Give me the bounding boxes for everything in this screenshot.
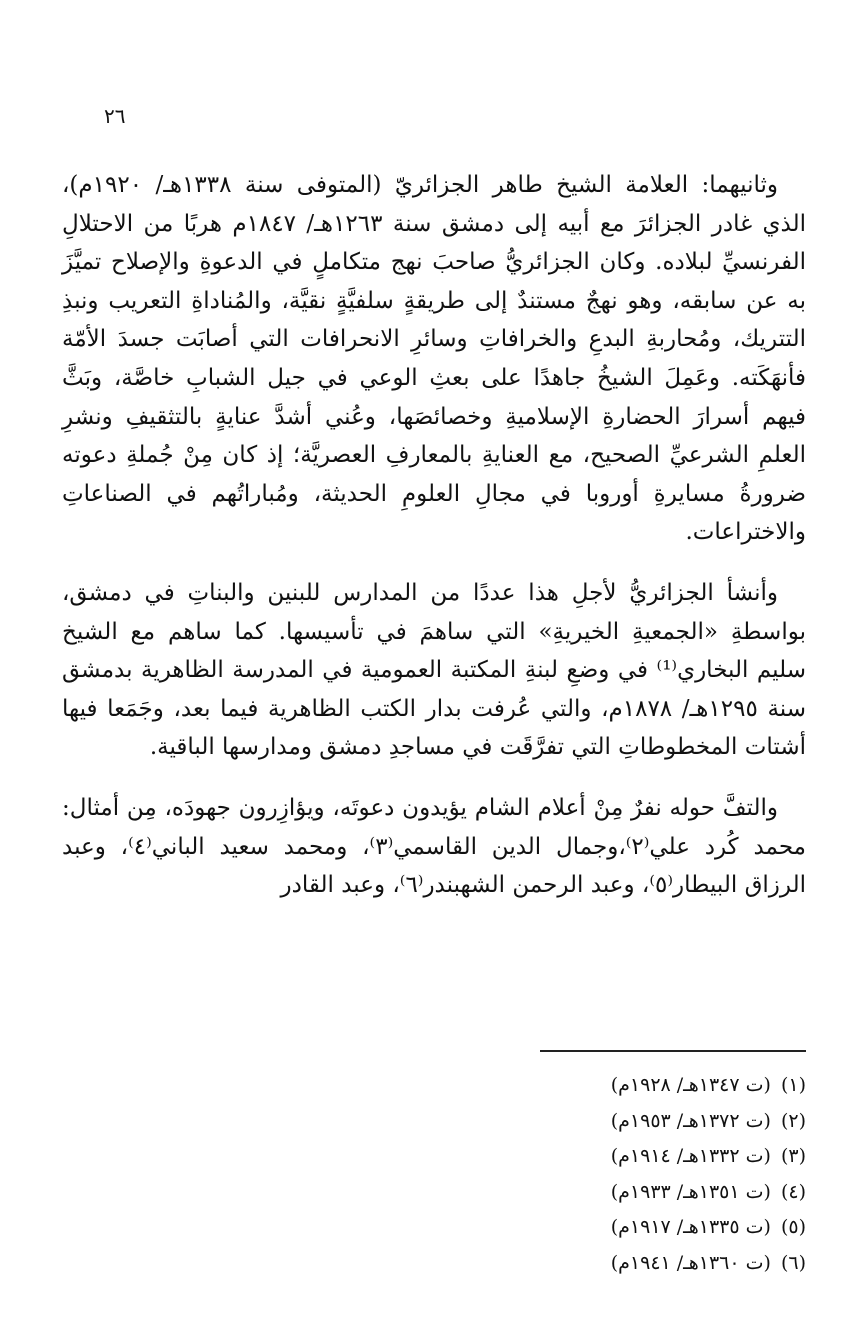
footnote-text: (ت ١٣٤٧هـ/ ١٩٢٨م) [610,1074,771,1096]
footnote-text: (ت ١٣٥١هـ/ ١٩٣٣م) [610,1180,771,1203]
footnote-divider [540,1050,806,1052]
footnote-number: (٦) [780,1251,806,1274]
footnote-number: (٥) [780,1216,806,1239]
footnote-number: (١) [780,1074,806,1096]
page-number: ٢٦ [104,104,126,128]
footnote-number: (٢) [780,1109,806,1132]
footnote-text: (ت ١٣٦٠هـ/ ١٩٤١م) [610,1251,771,1274]
footnote-text: (ت ١٣٣٥هـ/ ١٩١٧م) [610,1216,771,1239]
footnote-number: (٤) [780,1180,806,1203]
footnotes-list [500,1068,806,1282]
footnote-number: (٣) [780,1145,806,1168]
footnote-item [500,1068,806,1104]
footnote-item [500,1104,806,1140]
paragraph: وأنشأ الجزائريُّ لأجلِ هذا عددًا من المدارس للبنين والبناتِ في دمشق، بواسطةِ «الجمعيةِ الخيريةِ» التي ساهمَ في تأسيسها. كما ساهم مع الشيخ سليم البخاري⁽¹⁾ في وضعِ لبنةِ المكتبة العمومية في المدرسة الظاهرية بدمشق سنة ١٢٩٥هـ/ ١٨٧٨م، والتي عُرفت بدار الكتب الظاهرية فيما بعد، وجَمَعا فيها أشتات المخطوطاتِ التي تفرَّقَت في مساجدِ دمشق ومدارسها الباقية. [62,579,806,761]
footnote-item [500,1139,806,1175]
footnote-item [500,1175,806,1211]
footnote-text: (ت ١٣٣٢هـ/ ١٩١٤م) [610,1145,771,1168]
body-text [62,166,806,927]
footnote-text: (ت ١٣٧٢هـ/ ١٩٥٣م) [610,1109,771,1132]
footnote-item [500,1210,806,1246]
footnote-item [500,1246,806,1282]
paragraph: وثانيهما: العلامة الشيخ طاهر الجزائريّ (المتوفى سنة ١٣٣٨هـ/ ١٩٢٠م)، الذي غادر الجزائرَ مع أبيه إلى دمشق سنة ١٢٦٣هـ/ ١٨٤٧م هربًا من الاحتلالِ الفرنسيِّ لبلاده. وكان الجزائريُّ صاحبَ نهج متكاملٍ في الدعوةِ والإصلاح تميَّزَ به عن سابقه، وهو نهجٌ مستندٌ إلى طريقةٍ سلفيَّةٍ نقيَّة، والمُناداةِ التعريب ونبذِ التتريك، ومُحاربةِ البدعِ والخرافاتِ وسائرِ الانحرافات التي أصابَت جسدَ الأمّة فأنهَكَته. وعَمِلَ الشيخُ جاهدًا على بعثِ الوعي في جيل الشبابِ خاصَّة، وبَثَّ فيهم أسرارَ الحضارةِ الإسلاميةِ وخصائصَها، وعُني أشدَّ عنايةٍ بالتثقيفِ ونشرِ العلمِ الشرعيِّ الصحيح، مع العنايةِ بالمعارفِ العصريَّة؛ إذ كان مِنْ جُملةِ دعوته ضرورةُ مسايرةِ أوروبا في مجالِ العلومِ الحديثة، ومُباراتُهم في الصناعاتِ والاختراعات. [62,172,806,546]
paragraph: والتفَّ حوله نفرٌ مِنْ أعلام الشام يؤيدون دعوتَه، ويؤازِرون جهودَه، مِن أمثال: محمد كُرد علي⁽٢⁾،وجمال الدين القاسمي⁽٣⁾، ومحمد سعيد الباني⁽٤⁾، وعبد الرزاق البيطار⁽٥⁾، وعبد الرحمن الشهبندر⁽٦⁾، وعبد القادر [62,794,806,899]
